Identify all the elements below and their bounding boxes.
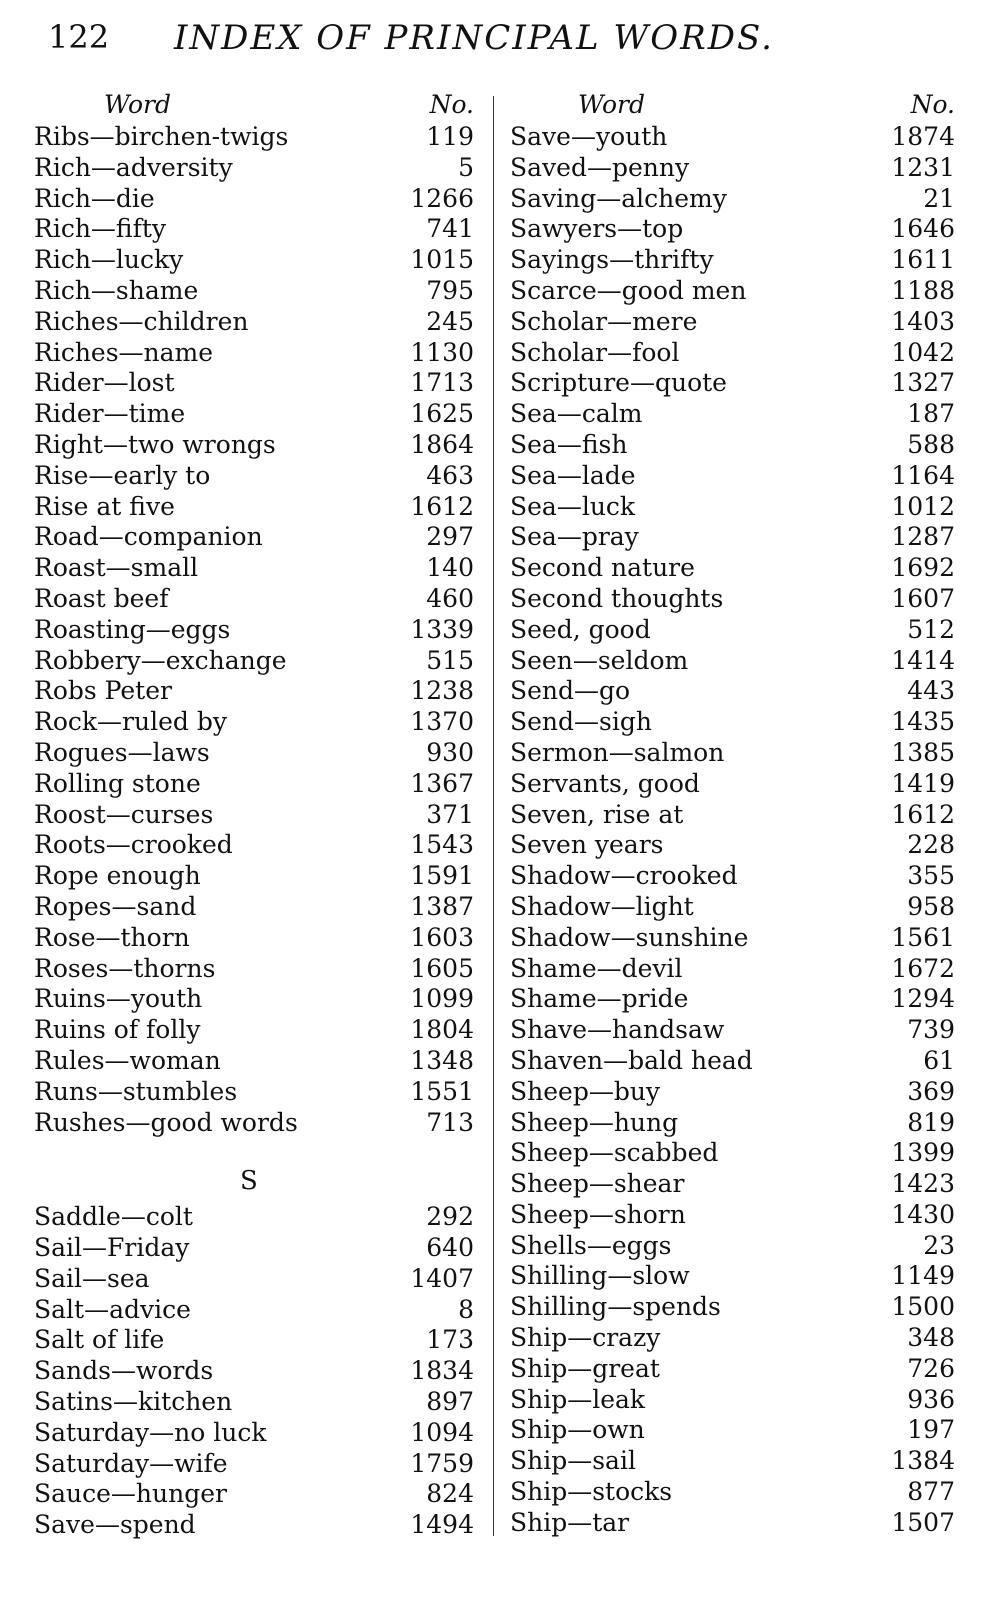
entry-number: 369 [907,1076,955,1106]
index-entry [510,1477,955,1508]
entry-word: Saving—alchemy [510,183,727,213]
entry-number: 1507 [891,1507,955,1537]
entry-word: Sea—pray [510,522,639,552]
index-entry [34,1295,474,1326]
column-header [34,90,474,122]
entry-number: 1430 [891,1199,955,1229]
index-entry [510,1077,955,1108]
entry-number: 1612 [891,799,955,829]
entry-word: Send—go [510,676,631,706]
entry-word: Sauce—hunger [34,1479,227,1509]
column-divider [493,96,494,1536]
index-entry [34,861,474,892]
index-entry [510,892,955,923]
entry-word: Save—youth [510,122,668,151]
index-entry [510,276,955,307]
index-entry [34,461,474,492]
entry-number: 1327 [891,368,955,398]
index-entry [510,1415,955,1446]
index-entry [34,553,474,584]
entry-word: Shilling—spends [510,1292,721,1322]
index-entry [34,923,474,954]
entry-word: Robbery—exchange [34,645,287,675]
entry-word: Sheep—shorn [510,1199,686,1229]
index-entry [510,338,955,369]
entry-word: Sermon—salmon [510,737,725,767]
index-entry [34,1077,474,1108]
index-entry [34,1479,474,1510]
index-entry [510,1169,955,1200]
entry-word: Ship—great [510,1353,660,1383]
entry-word: Roasting—eggs [34,614,231,644]
index-entry [510,368,955,399]
entry-number: 21 [923,183,955,213]
entry-word: Rider—time [34,399,186,429]
entry-word: Seven years [510,830,664,860]
index-entry [34,892,474,923]
entry-word: Ship—sail [510,1446,636,1476]
entry-word: Scholar—mere [510,306,698,336]
entry-word: Rich—lucky [34,245,184,275]
page-header [48,12,948,62]
index-entry [510,307,955,338]
index-entry [34,1046,474,1077]
index-entry [34,430,474,461]
entry-number: 1874 [891,122,955,151]
entry-number: 1370 [410,707,474,737]
entry-number: 1672 [891,953,955,983]
entry-number: 187 [907,399,955,429]
entry-number: 512 [907,614,955,644]
entry-number: 1385 [891,737,955,767]
entry-number: 463 [426,460,474,490]
index-entry [510,1292,955,1323]
index-entry [510,1323,955,1354]
entry-word: Ruins—youth [34,984,203,1014]
entry-number: 1607 [891,583,955,613]
entry-number: 1611 [891,245,955,275]
entry-number: 140 [426,553,474,583]
entry-word: Ship—tar [510,1507,630,1537]
entry-word: Rogues—laws [34,737,210,767]
entry-word: Saddle—colt [34,1202,193,1232]
entry-number: 1435 [891,707,955,737]
entry-word: Shadow—crooked [510,861,738,891]
entry-word: Roses—thorns [34,953,216,983]
index-entry [510,861,955,892]
entry-word: Rules—woman [34,1045,221,1075]
entry-number: 1231 [891,152,955,182]
index-entry [34,338,474,369]
entry-word: Shadow—light [510,891,694,921]
entry-number: 1804 [410,1015,474,1045]
entry-word: Roots—crooked [34,830,233,860]
index-entry [510,553,955,584]
entry-word: Saved—penny [510,152,690,182]
entry-number: 1713 [410,368,474,398]
entry-number: 1414 [891,645,955,675]
entry-number: 958 [907,891,955,921]
column-header [510,90,955,122]
entry-word: Roost—curses [34,799,214,829]
entry-word: Ship—leak [510,1384,646,1414]
entry-word: Salt of life [34,1325,165,1355]
entry-number: 1692 [891,553,955,583]
word-header: Word [104,90,172,119]
index-entry [510,245,955,276]
entry-word: Roast beef [34,583,169,613]
index-column-right [510,90,955,1539]
entry-number: 588 [907,429,955,459]
index-entry [510,923,955,954]
entry-word: Rose—thorn [34,922,190,952]
entry-word: Ropes—sand [34,891,197,921]
index-entry [34,615,474,646]
entry-number: 292 [426,1202,474,1232]
entry-word: Saturday—no luck [34,1417,267,1447]
entry-word: Shave—handsaw [510,1015,725,1045]
index-entry [34,307,474,338]
entry-number: 936 [907,1384,955,1414]
index-entry [34,584,474,615]
entry-number: 1238 [410,676,474,706]
entry-word: Save—spend [34,1510,196,1540]
entry-word: Runs—stumbles [34,1076,238,1106]
number-header: No. [429,90,474,119]
index-entry [510,1015,955,1046]
index-entry [510,1138,955,1169]
entry-number: 61 [923,1045,955,1075]
entry-number: 1012 [891,491,955,521]
index-entry [510,1354,955,1385]
entry-word: Seven, rise at [510,799,684,829]
index-entry [510,399,955,430]
entry-word: Ship—own [510,1415,645,1445]
entry-word: Sail—sea [34,1263,150,1293]
index-entry [34,1015,474,1046]
index-entry [510,522,955,553]
entry-word: Shame—pride [510,984,689,1014]
entry-word: Rope enough [34,861,201,891]
index-entry [34,984,474,1015]
entry-word: Sail—Friday [34,1233,190,1263]
index-entry [34,1356,474,1387]
entry-number: 1423 [891,1169,955,1199]
entry-number: 1419 [891,768,955,798]
entry-number: 1164 [891,460,955,490]
entry-number: 1551 [410,1076,474,1106]
entry-number: 1494 [410,1510,474,1540]
entry-word: Ruins of folly [34,1015,201,1045]
entry-word: Second nature [510,553,695,583]
entry-number: 460 [426,583,474,613]
page-number: 122 [48,18,110,56]
entry-word: Rider—lost [34,368,175,398]
index-entry [34,1202,474,1233]
entry-number: 1099 [410,984,474,1014]
entry-number: 245 [426,306,474,336]
entry-word: Scholar—fool [510,337,680,367]
entry-word: Ship—stocks [510,1477,673,1507]
entry-number: 897 [426,1387,474,1417]
entry-word: Ship—crazy [510,1323,661,1353]
entry-word: Rolling stone [34,768,201,798]
index-entry [510,1385,955,1416]
entry-number: 1094 [410,1417,474,1447]
entry-number: 1348 [410,1045,474,1075]
entry-number: 23 [923,1230,955,1260]
index-entry [34,122,474,153]
entry-number: 1403 [891,306,955,336]
index-entry [34,492,474,523]
index-entry [34,800,474,831]
entry-number: 640 [426,1233,474,1263]
index-entry [510,1446,955,1477]
index-entry [510,184,955,215]
entry-word: Sea—fish [510,429,628,459]
entry-number: 1188 [891,275,955,305]
entry-word: Rich—fifty [34,214,167,244]
index-entry [34,522,474,553]
index-entry [34,954,474,985]
entry-word: Riches—children [34,306,249,336]
index-entry [510,646,955,677]
entry-word: Rich—die [34,183,155,213]
entry-number: 1759 [410,1448,474,1478]
index-entry [510,830,955,861]
entry-word: Scripture—quote [510,368,727,398]
entries-r [34,122,474,1138]
index-entry [34,676,474,707]
entry-number: 1407 [410,1263,474,1293]
entry-number: 726 [907,1353,955,1383]
entry-number: 5 [458,152,474,182]
entry-word: Satins—kitchen [34,1387,233,1417]
entry-word: Send—sigh [510,707,652,737]
index-entry [510,214,955,245]
index-entry [510,769,955,800]
entry-word: Scarce—good men [510,275,747,305]
entry-number: 1500 [891,1292,955,1322]
index-entry [34,153,474,184]
entry-word: Sheep—buy [510,1076,661,1106]
index-entry [34,646,474,677]
entry-number: 877 [907,1477,955,1507]
entry-number: 739 [907,1015,955,1045]
entry-number: 197 [907,1415,955,1445]
entry-word: Rock—ruled by [34,707,227,737]
index-entry [34,707,474,738]
entry-word: Sands—words [34,1356,214,1386]
index-entry [510,676,955,707]
entry-number: 348 [907,1323,955,1353]
index-entry [34,276,474,307]
entries-s [34,1202,474,1541]
section-letter [34,1162,474,1202]
index-entry [34,184,474,215]
entry-word: Shame—devil [510,953,683,983]
index-entry [510,738,955,769]
entry-word: Shadow—sunshine [510,922,749,952]
entry-number: 1339 [410,614,474,644]
entry-number: 1399 [891,1138,955,1168]
entry-number: 371 [426,799,474,829]
entry-number: 1543 [410,830,474,860]
page-title: INDEX OF PRINCIPAL WORDS. [174,18,774,58]
entry-word: Servants, good [510,768,700,798]
index-entry [510,153,955,184]
entry-word: Right—two wrongs [34,429,276,459]
index-entry [34,1233,474,1264]
entry-word: Sea—luck [510,491,636,521]
entry-word: Sheep—scabbed [510,1138,719,1168]
index-entry [34,214,474,245]
entry-word: Salt—advice [34,1294,191,1324]
entry-word: Sheep—hung [510,1107,679,1137]
entry-number: 1367 [410,768,474,798]
entry-number: 515 [426,645,474,675]
index-entry [510,1508,955,1539]
entry-number: 819 [907,1107,955,1137]
entry-number: 297 [426,522,474,552]
index-entry [34,1510,474,1541]
index-entry [510,492,955,523]
index-entry [510,122,955,153]
index-entry [510,430,955,461]
index-entry [510,800,955,831]
entry-number: 228 [907,830,955,860]
index-entry [34,830,474,861]
entry-word: Rich—shame [34,275,199,305]
index-entry [34,1108,474,1139]
entry-number: 741 [426,214,474,244]
index-entry [510,1046,955,1077]
entry-number: 1561 [891,922,955,952]
entry-number: 1287 [891,522,955,552]
entry-word: Shells—eggs [510,1230,672,1260]
entry-word: Sheep—shear [510,1169,685,1199]
index-entry [510,1108,955,1139]
entry-number: 1605 [410,953,474,983]
entries-right [510,122,955,1539]
entry-number: 173 [426,1325,474,1355]
entry-number: 1591 [410,861,474,891]
entry-number: 355 [907,861,955,891]
entry-number: 1130 [410,337,474,367]
entry-word: Riches—name [34,337,214,367]
section-letter-text: S [240,1166,258,1197]
entry-word: Second thoughts [510,583,724,613]
entry-word: Robs Peter [34,676,172,706]
index-entry [34,399,474,430]
entry-number: 1042 [891,337,955,367]
index-entry [510,584,955,615]
entry-word: Seed, good [510,614,651,644]
entry-word: Rise—early to [34,460,211,490]
index-entry [34,769,474,800]
entry-word: Sea—calm [510,399,643,429]
entry-word: Rise at five [34,491,175,521]
entry-number: 1612 [410,491,474,521]
entry-number: 1834 [410,1356,474,1386]
index-entry [34,1325,474,1356]
entry-number: 1294 [891,984,955,1014]
entry-number: 795 [426,275,474,305]
entry-number: 1149 [891,1261,955,1291]
index-entry [34,1264,474,1295]
entry-word: Roast—small [34,553,199,583]
entry-number: 1603 [410,922,474,952]
entry-word: Saturday—wife [34,1448,228,1478]
index-entry [34,738,474,769]
entry-number: 443 [907,676,955,706]
index-entry [510,1261,955,1292]
index-entry [34,368,474,399]
index-entry [510,461,955,492]
entry-number: 930 [426,737,474,767]
entry-number: 824 [426,1479,474,1509]
entry-word: Rich—adversity [34,152,233,182]
index-entry [34,1418,474,1449]
entry-word: Sea—lade [510,460,636,490]
index-entry [510,615,955,646]
index-entry [510,954,955,985]
index-entry [34,1449,474,1480]
entry-number: 119 [426,122,474,151]
index-entry [510,984,955,1015]
entry-word: Sawyers—top [510,214,684,244]
entry-word: Ribs—birchen-twigs [34,122,289,151]
entry-number: 1266 [410,183,474,213]
number-header: No. [910,90,955,119]
entry-word: Sayings—thrifty [510,245,714,275]
entry-number: 1387 [410,891,474,921]
index-entry [510,1231,955,1262]
index-entry [34,1387,474,1418]
word-header: Word [578,90,646,119]
entry-word: Shilling—slow [510,1261,690,1291]
entry-word: Rushes—good words [34,1107,298,1137]
index-entry [510,1200,955,1231]
entry-number: 8 [458,1294,474,1324]
entry-number: 1384 [891,1446,955,1476]
index-entry [510,707,955,738]
entry-number: 713 [426,1107,474,1137]
entry-number: 1864 [410,429,474,459]
entry-word: Shaven—bald head [510,1045,753,1075]
index-column-left [34,90,474,1541]
index-entry [34,245,474,276]
entry-number: 1015 [410,245,474,275]
entry-number: 1646 [891,214,955,244]
entry-word: Seen—seldom [510,645,689,675]
entry-word: Road—companion [34,522,263,552]
entry-number: 1625 [410,399,474,429]
